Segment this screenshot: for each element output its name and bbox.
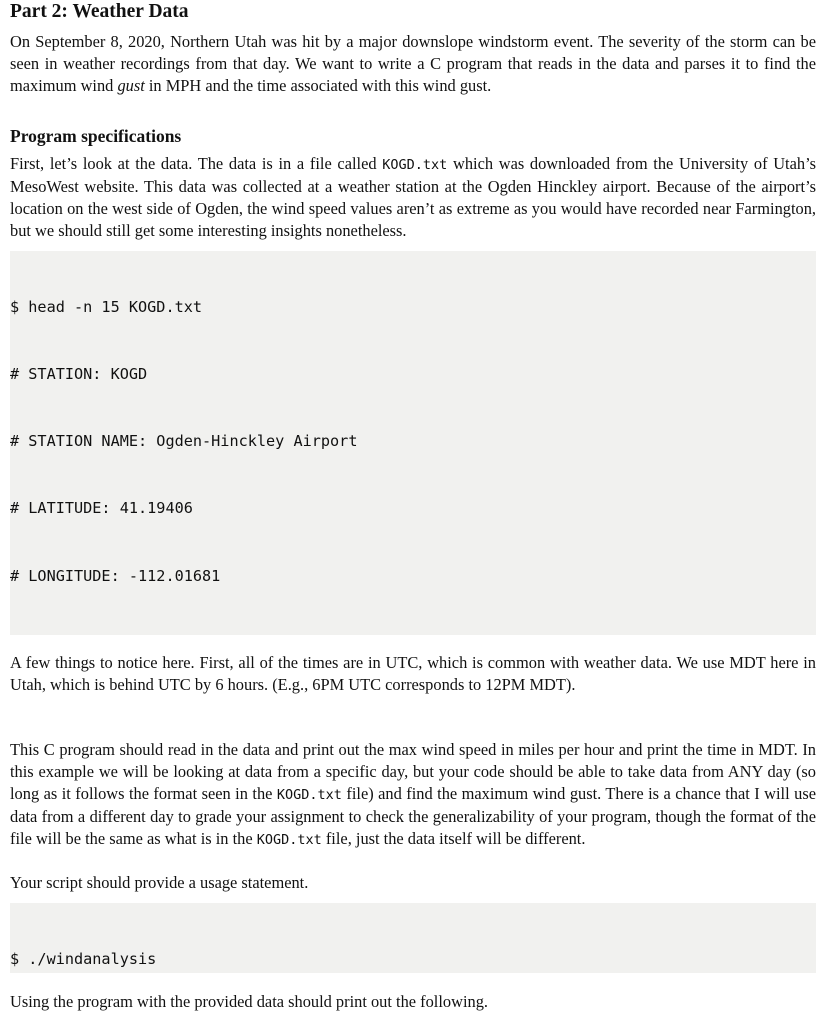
code-block-usage xyxy=(10,903,816,973)
code-line: # STATION: KOGD xyxy=(10,365,148,384)
spec-filename: KOGD.txt xyxy=(382,157,448,173)
program-text-a: This C program should read in the data and print out the max wind speed in miles per hour and print the time in MDT. In this example we will be looking at data from a specific day, but your code should be able to take data from ANY day (so long as it follows the format seen in the xyxy=(10,740,816,803)
spec-text-b: which was downloaded from the University of Utah’s MesoWest website. This data was collected at a weather station at the Ogden Hinckley airport. Because of the airport’s location on the west side of Ogden, the wind speed values aren’t as extreme as you would have recorded near Farmington, but we should still get some interesting insights nonetheless. xyxy=(10,154,817,240)
spec-paragraph xyxy=(10,153,816,242)
program-filename-2: KOGD.txt xyxy=(256,832,322,848)
program-text-c: file, just the data itself will be different. xyxy=(321,829,586,848)
spec-heading: Program specifications xyxy=(10,126,182,146)
notice-paragraph: A few things to notice here. First, all of the times are in UTC, which is common with weather data. We use MDT here in Utah, which is behind UTC by 6 hours. (E.g., 6PM UTC corresponds to 12PM MDT). xyxy=(10,653,816,694)
intro-text-a: On September 8, 2020, Northern Utah was hit by a major downslope windstorm event. The severity of the storm can be seen in weather recordings from that day. We want to write a C program that reads in the data and parses it to find the maximum wind xyxy=(10,32,816,95)
code-line: $ ./windanalysis xyxy=(10,949,157,968)
spec-text-a: First, let’s look at the data. The data is in a file called xyxy=(10,154,383,173)
program-filename-1: KOGD.txt xyxy=(276,787,342,803)
intro-paragraph xyxy=(10,31,816,97)
code-line: # LATITUDE: 41.19406 xyxy=(10,499,193,518)
code-line: $ head -n 15 KOGD.txt xyxy=(10,297,203,316)
code-block-head xyxy=(10,251,816,635)
section-title: Part 2: Weather Data xyxy=(10,1,189,22)
program-text-b: file) and find the maximum wind gust. There is a chance that I will use data from a different day to grade your assignment to check the generalizability of your program, though the format of the file will be the same as what is in the xyxy=(10,784,816,848)
code-line: # STATION NAME: Ogden-Hinckley Airport xyxy=(10,432,358,451)
code-line xyxy=(10,632,816,635)
code-line: # LONGITUDE: -112.01681 xyxy=(10,566,221,585)
usage-paragraph: Your script should provide a usage statement. xyxy=(10,873,309,892)
intro-text-b: in MPH and the time associated with this wind gust. xyxy=(144,76,492,95)
intro-gust-emphasis: gust xyxy=(117,76,145,95)
final-paragraph: Using the program with the provided data should print out the following. xyxy=(10,992,488,1011)
program-paragraph xyxy=(10,739,816,851)
